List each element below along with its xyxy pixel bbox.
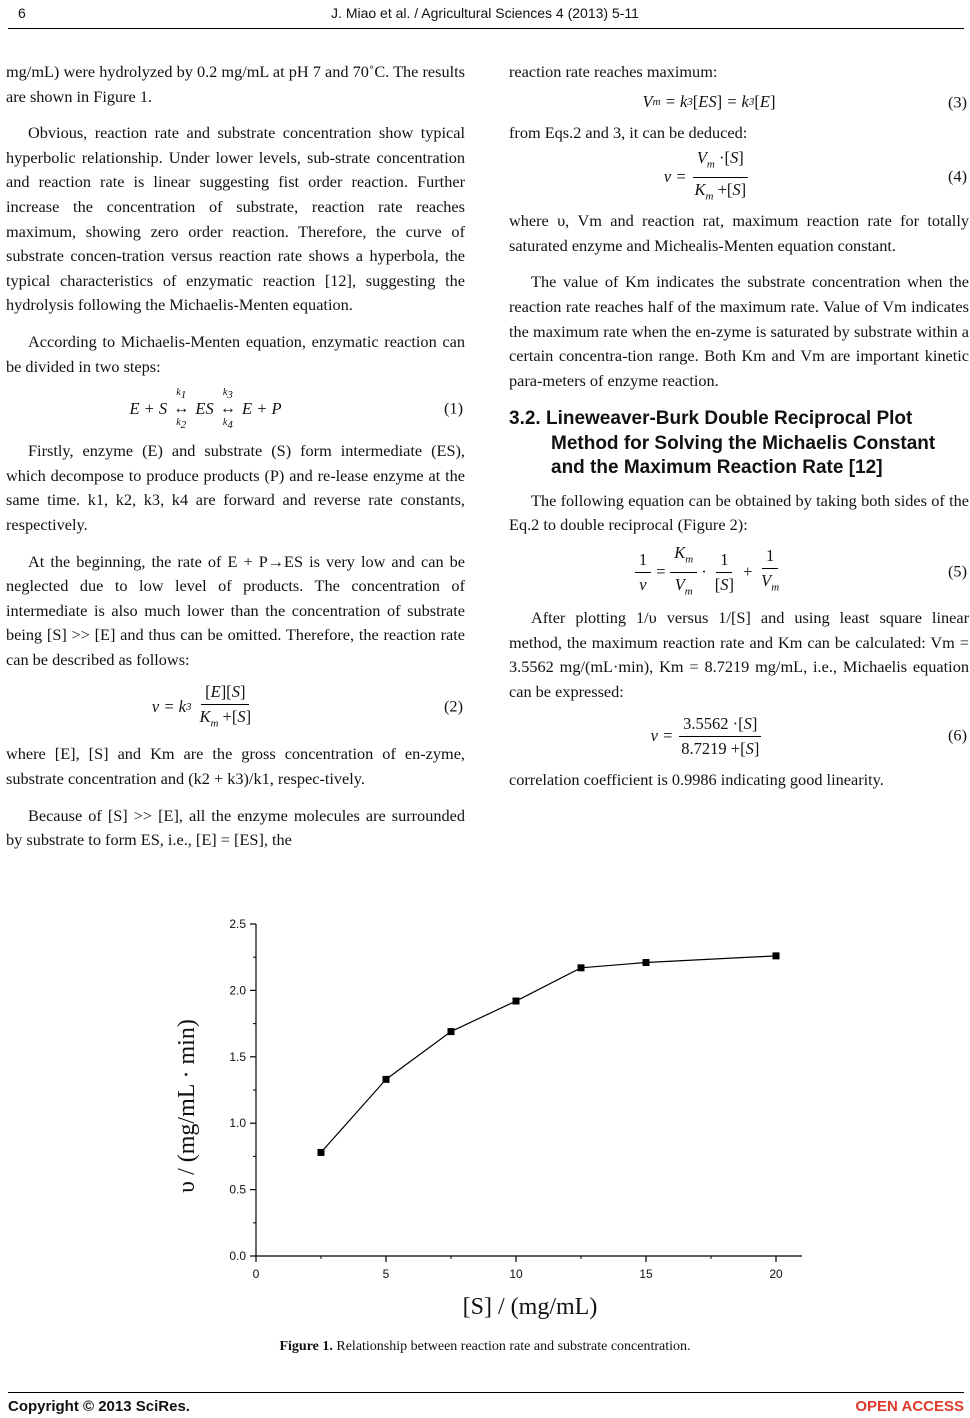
x-tick-label: 5	[382, 1267, 390, 1281]
x-tick-label: 20	[769, 1267, 783, 1281]
equation-number: (4)	[948, 166, 967, 186]
x-axis-label: [S] / (mg/mL)	[462, 1294, 598, 1320]
equation-2: ν = k 3 $\frac{[E][S]}{K_m +[S]}$ (2)	[151, 681, 463, 730]
data-point	[383, 1076, 390, 1083]
y-axis-label: υ / (mg/mL · min)	[174, 1019, 200, 1193]
right-paragraph-2: from Eqs.2 and 3, it can be deduced:	[509, 122, 748, 142]
header-rule	[8, 28, 964, 29]
right-paragraph-3: where υ, Vm and reaction rat, maximum reaction rate for totally saturated enzyme and Michealis-Menten equation constant.	[509, 211, 969, 255]
y-tick-label: 1.5	[229, 1049, 246, 1064]
data-point	[318, 1149, 325, 1156]
data-point	[773, 952, 780, 959]
data-point	[643, 959, 650, 966]
figure-caption-label: Figure 1.	[279, 1339, 333, 1354]
figure-caption-text: Relationship between reaction rate and substrate concentration.	[332, 1339, 691, 1354]
equation-number: (3)	[948, 92, 967, 112]
equation-3: V m = k 3 [ ES ] = k 3 [ E ] (3)	[509, 85, 969, 121]
y-tick-label: 2.0	[229, 983, 246, 998]
equation-1: E + S $k_1$ ↔ $k_2$ ES $k_3$ ↔ $k_4$ E + P (1)	[129, 387, 463, 432]
y-tick-label: 2.5	[229, 917, 246, 931]
figure-caption	[0, 1339, 970, 1355]
right-paragraph-7: correlation coefficient is 0.9986 indicating good linearity.	[509, 770, 884, 790]
left-column	[6, 60, 465, 853]
equation-number: (5)	[948, 561, 967, 581]
x-tick-label: 0	[252, 1267, 260, 1281]
left-paragraph-6: where [E], [S] and Km are the gross concentration of en-zyme, substrate concentration and (k2 + k3)/k1, respec-tively.	[6, 744, 465, 789]
figure-1-chart	[150, 906, 820, 1326]
equation-number: (2)	[444, 697, 463, 717]
y-tick-label: 1.0	[229, 1116, 246, 1131]
equation-4: ν = $\frac{V_m \cdot[S]}{K_m +[S]}$ (4)	[663, 148, 967, 202]
left-paragraph-5: At the beginning, the rate of E + P→ES is very low and can be neglected due to low level of products. The concentration of intermediate is also much lower than the concentration of substrate being [S] >> [E] and thus can be omitted. Therefore, the reaction rate can be described as follows:	[6, 551, 465, 669]
left-paragraph-1: mg/mL) were hydrolyzed by 0.2 mg/mL at pH 7 and 70˚C. The results are shown in Figure 1.	[6, 62, 465, 106]
right-column	[509, 60, 969, 793]
right-paragraph-1: reaction rate reaches maximum:	[509, 62, 718, 81]
equation-number: (1)	[444, 398, 463, 418]
data-point	[578, 964, 585, 971]
right-paragraph-5: The following equation can be obtained by taking both sides of the Eq.2 to double reciprocal (Figure 2):	[509, 490, 969, 535]
left-paragraph-4: Firstly, enzyme (E) and substrate (S) form intermediate (ES), which decompose to produce products (P) and re-lease enzyme at the same time. k1, k2, k3, k4 are forward and reverse rate constants, respectively.	[6, 441, 465, 534]
x-tick-label: 10	[509, 1267, 523, 1281]
equation-5: $\frac{1}{\nu}$ = $\frac{K_m}{V_m}$ · $\frac{1}{[S]}$ + $\frac{1}{V_m}$ (5)	[509, 538, 969, 606]
data-point	[513, 998, 520, 1005]
equation-number: (6)	[948, 726, 967, 746]
x-tick-label: 15	[639, 1267, 653, 1281]
chart-marks	[318, 952, 780, 1156]
right-paragraph-6: After plotting 1/υ versus 1/[S] and using least square linear method, the maximum reaction rate and Km can be calculated: Vm = 3.5562 mg/(mL·min), Km = 8.7219 mg/mL, i.e., Michaelis equation can be expressed:	[509, 608, 969, 701]
left-paragraph-2: Obvious, reaction rate and substrate concentration show typical hyperbolic relationship. Under lower levels, sub-strate concentration and reaction rate is linear suggesting fist order reaction. Further increase the concentration of substrate, reaction rate reaches maximum, showing zero order reaction. Therefore, the curve of substrate concen-tration versus reaction rate shows a hyperbola, the typical characteristics of enzymatic reaction [12], suggesting the hydrolysis following the Michaelis-Menten equation.	[6, 123, 465, 315]
footer-copyright: Copyright © 2013 SciRes.	[8, 1398, 190, 1415]
left-paragraph-7: Because of [S] >> [E], all the enzyme molecules are surrounded by substrate to form ES, i.e., [E] = [ES], the	[6, 805, 465, 850]
y-tick-label: 0.0	[229, 1249, 246, 1263]
series-line	[321, 956, 776, 1153]
page-number: 6	[18, 5, 26, 21]
running-head: J. Miao et al. / Agricultural Sciences 4 (2013) 5-11	[331, 5, 639, 21]
left-paragraph-3: According to Michaelis-Menten equation, enzymatic reaction can be divided in two steps:	[6, 331, 465, 376]
section-title: 3.2. Lineweaver-Burk Double Reciprocal Plot Method for Solving the Michaelis Constant and the Maximum Reaction Rate [12]	[509, 408, 936, 479]
right-paragraph-4: The value of Km indicates the substrate concentration when the reaction rate reaches half of the maximum rate. Value of Vm indicates the maximum rate when the en-zyme is saturated by substrate within a certain concentra-tion range. Both Km and Vm are important kinetic para-meters of enzyme reaction.	[509, 272, 969, 390]
footer-rule	[8, 1392, 964, 1393]
data-point	[448, 1028, 455, 1035]
chart-axes	[229, 917, 802, 1281]
footer-open-access: OPEN ACCESS	[855, 1398, 964, 1415]
equation-6: ν = $\frac{3.5562 \cdot[S]}{8.7219 +[S]}$ (6)	[650, 713, 967, 758]
y-tick-label: 0.5	[229, 1182, 246, 1197]
